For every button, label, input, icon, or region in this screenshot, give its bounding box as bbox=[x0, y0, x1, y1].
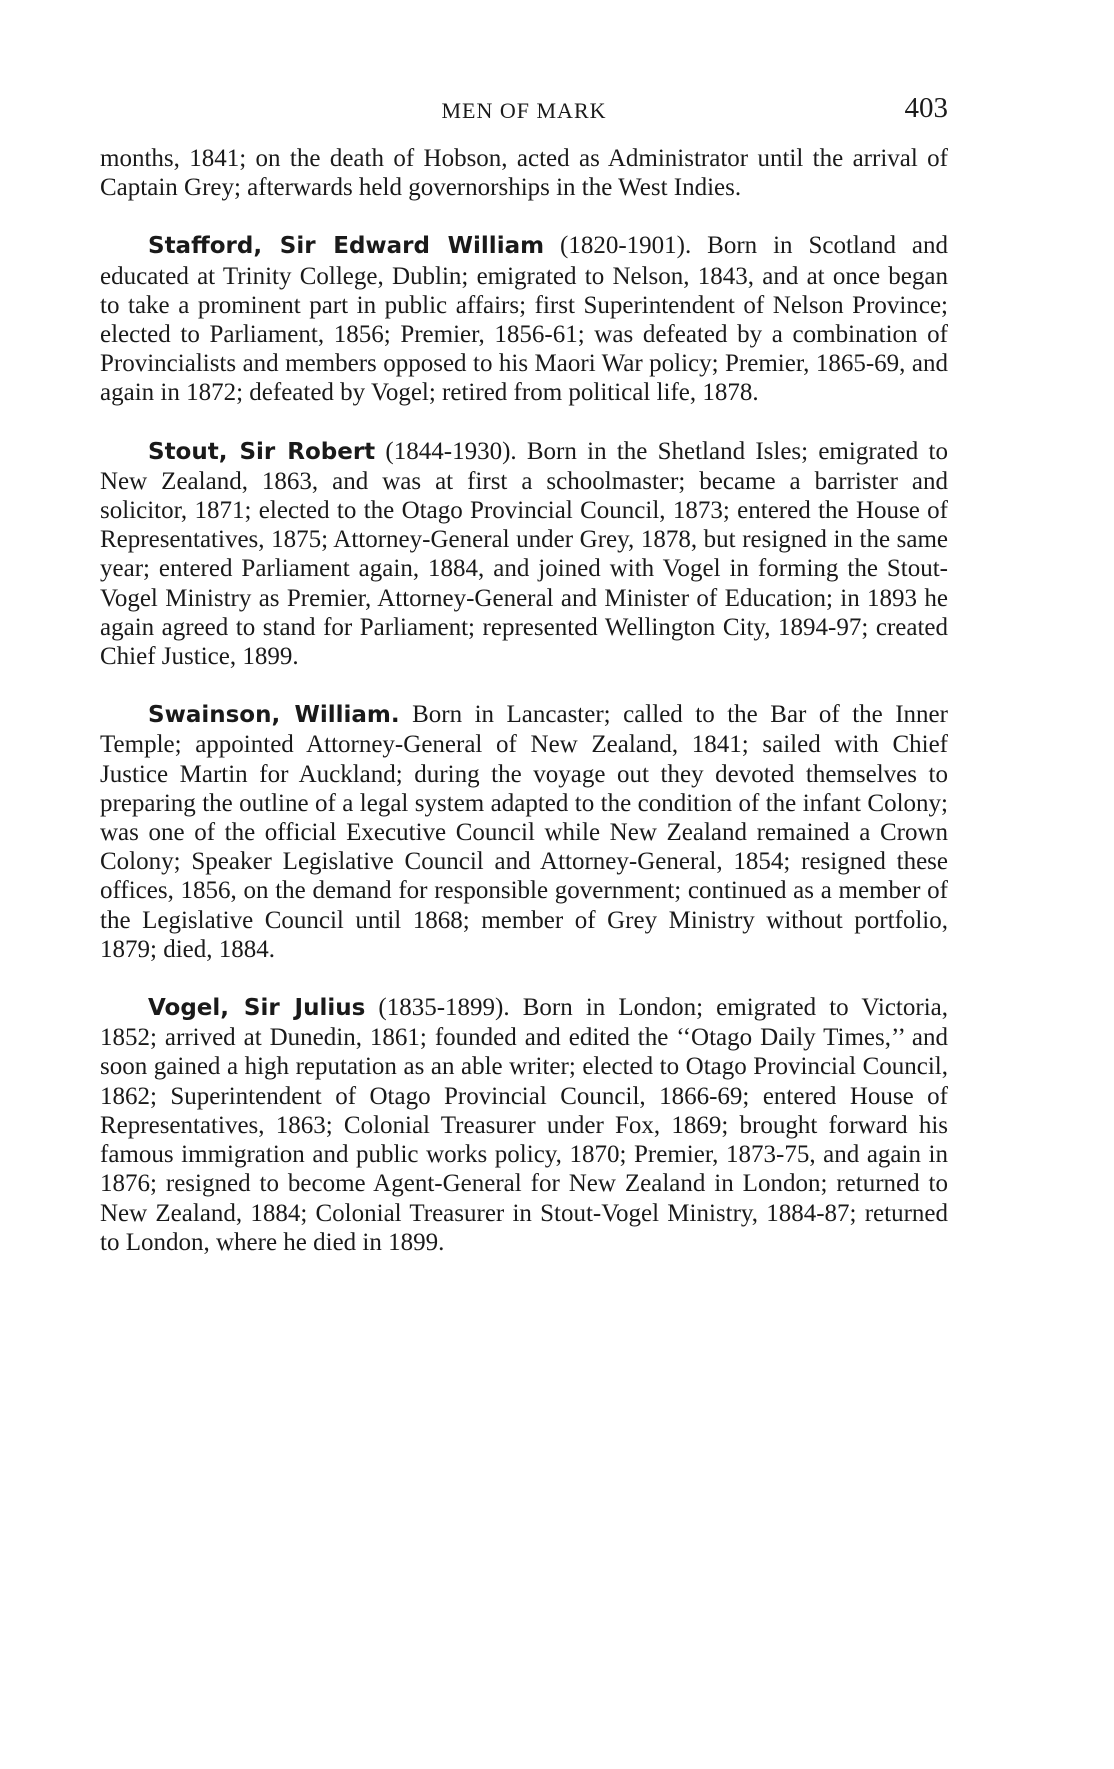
entry-stout bbox=[100, 437, 948, 672]
entry-dates: (1844-1930). bbox=[375, 437, 517, 465]
entry-text: Born in Scotland and educated at Trinity College, Dublin; emigrated to Nelson, 1843, and at once began to take a prominent part in public affairs; first Superintendent of Nelson Province; elected to Parliament, 1856; Premier, 1856-61; was defeated by a combination of Provincialists and members opposed to his Maori War policy; Premier, 1865-69, and again in 1872; defeated by Vogel; retired from political life, 1878. bbox=[100, 232, 948, 407]
entry-dates: (1820-1901). bbox=[544, 232, 692, 260]
entry-dates: (1835-1899). bbox=[365, 994, 510, 1022]
entry-text: Born in London; emigrated to Victoria, 1852; arrived at Dunedin, 1861; founded and edited the ‘‘Otago Daily Times,’’ and soon gained a high reputation as an able writer; elected to Otago Provincial Council, 1862; Superintendent of Otago Provincial Council, 1866-69; entered House of Representatives, 1863; Colonial Treasurer under Fox, 1869; brought forward his famous immigration and public works policy, 1870; Premier, 1873-75, and again in 1876; resigned to become Agent-General for New Zealand in London; returned to New Zealand, 1884; Colonial Treasurer in Stout-Vogel Ministry, 1884-87; returned to London, where he died in 1899. bbox=[100, 994, 948, 1256]
entry-name: Stafford, Sir Edward William bbox=[148, 233, 545, 260]
entry-name: Vogel, Sir Julius bbox=[148, 995, 366, 1022]
entry-stafford bbox=[100, 231, 948, 407]
entry-text: Born in the Shetland Isles; emigrated to New Zealand, 1863, and was at first a schoolmaster; became a barrister and solicitor, 1871; elected to the Otago Provincial Council, 1873; entered the House of Representatives, 1875; Attorney-General under Grey, 1878, but resigned in the same year; entered Parliament again, 1884, and joined with Vogel in forming the Stout-Vogel Ministry as Premier, Attorney-General and Minister of Education; in 1893 he again agreed to stand for Parliament; represented Wellington City, 1894-97; created Chief Justice, 1899. bbox=[100, 437, 948, 671]
running-head bbox=[100, 92, 948, 132]
continuation-paragraph: months, 1841; on the death of Hobson, acted as Administrator until the arrival of Captain Grey; afterwards held governorships in the West Indies. bbox=[100, 145, 948, 202]
page-number: 403 bbox=[904, 92, 948, 124]
running-title: MEN OF MARK bbox=[441, 98, 607, 123]
entry-name: Swainson, William. bbox=[148, 702, 400, 729]
entry-name: Stout, Sir Robert bbox=[148, 438, 376, 465]
entry-swainson bbox=[100, 700, 948, 964]
entry-text: Born in Lancaster; called to the Bar of the Inner Temple; appointed Attorney-General of New Zealand, 1841; sailed with Chief Justice Martin for Auckland; during the voyage out they devoted themselves to preparing the outline of a legal system adapted to the condition of the infant Colony; was one of the official Executive Council while New Zealand remained a Crown Colony; Speaker Legislative Council and Attorney-General, 1854; resigned these offices, 1856, on the demand for responsible government; continued as a member of the Legislative Council until 1868; member of Grey Ministry without portfolio, 1879; died, 1884. bbox=[100, 701, 948, 963]
book-page bbox=[100, 92, 948, 1257]
entry-vogel bbox=[100, 993, 948, 1257]
